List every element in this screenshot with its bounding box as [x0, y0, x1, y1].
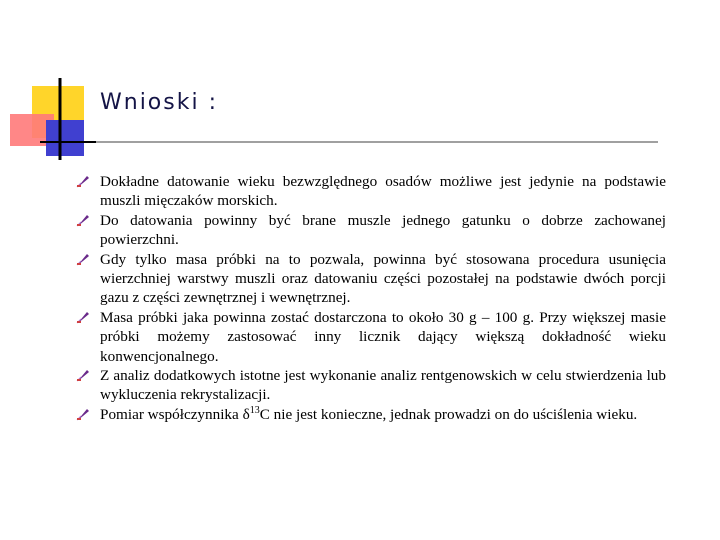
pen-nib-bullet-icon [76, 408, 90, 421]
pen-nib-bullet-icon [76, 253, 90, 266]
bullet-text-after: C nie jest konieczne, jednak prowadzi on do uściślenia wieku. [259, 405, 638, 423]
bullet-text: Z analiz dodatkowych istotne jest wykonanie analiz rentgenowskich w celu stwierdzenia lub wykluczenia rekrystalizacji. [100, 367, 666, 404]
list-item [76, 308, 666, 366]
pen-nib-bullet-icon [76, 214, 90, 227]
pen-nib-bullet-icon [76, 311, 90, 324]
bullet-text: Gdy tylko masa próbki na to pozwala, powinna być stosowana procedura usunięcia wierzchniej warstwy muszli oraz datowaniu części pozostałej na podstawie dwóch porcji gazu z części zewnętrznej i wewnętrznej. [100, 250, 666, 307]
list-item [76, 366, 666, 405]
bullet-text-before: Pomiar współczynnika δ [100, 405, 250, 423]
bullet-text: Dokładne datowanie wieku bezwzględnego osadów możliwe jest jedynie na podstawie muszli mięczaków morskich. [100, 173, 666, 210]
bullet-text: Do datowania powinny być brane muszle jednego gatunku o dobrze zachowanej powierzchni. [100, 211, 666, 249]
pen-nib-bullet-icon [76, 175, 90, 188]
bullet-text: Masa próbki jaka powinna zostać dostarczona to około 30 g – 100 g. Przy większej masie próbki możemy zastosować inny licznik dający większą dokładność wieku konwencjonalnego. [100, 308, 666, 365]
list-item [76, 405, 666, 424]
conclusions-list [76, 172, 666, 424]
list-item [76, 211, 666, 250]
slide-title: Wnioski : [100, 90, 218, 115]
list-item [76, 172, 666, 211]
blue-square-decoration [46, 120, 84, 156]
isotope-superscript: 13 [249, 404, 260, 416]
list-item [76, 250, 666, 308]
pen-nib-bullet-icon [76, 369, 90, 382]
